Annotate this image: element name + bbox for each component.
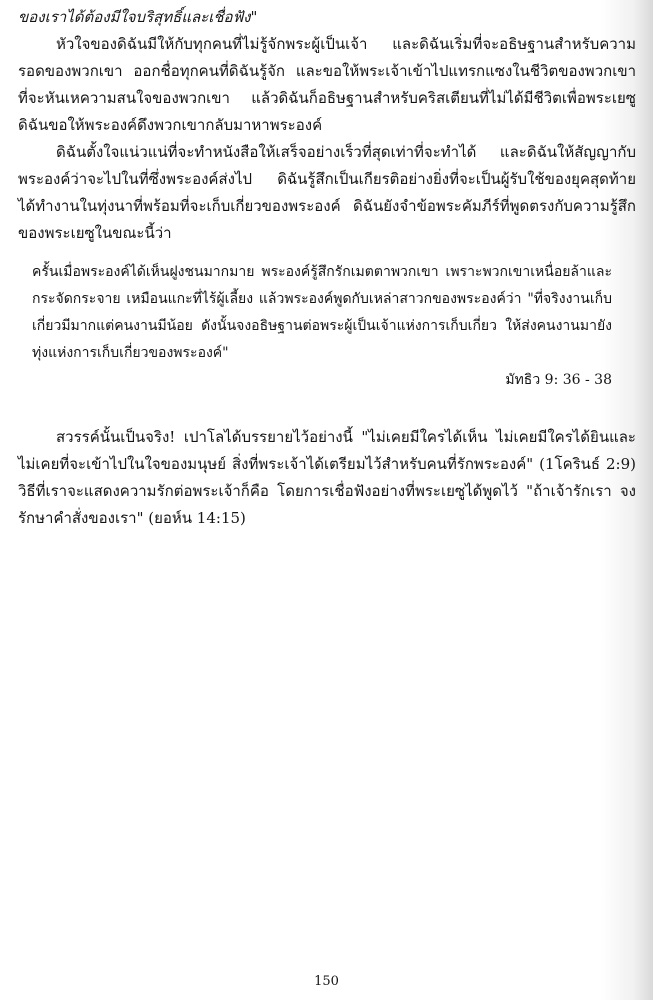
- paragraph-heart-for-unbelievers: หัวใจของดิฉันมีให้กับทุกคนที่ไม่รู้จักพระผู้เป็นเจ้า และดิฉันเริ่มที่จะอธิษฐานสำหรับความรอดของพวกเขา ออกชื่อทุกคนที่ดิฉันรู้จัก และขอให้พระเจ้าเข้าไปแทรกแซงในชีวิตของพวกเขา ที่จะหันเหความสนใจของพวกเขา แล้วดิฉันก็อธิษฐานสำหรับคริสเตียนที่ไม่ได้มีชีวิตเพื่อพระเยซู ดิฉันขอให้พระองค์ดึงพวกเขากลับมาหาพระองค์: [18, 35, 636, 134]
- page-number: 150: [314, 974, 339, 989]
- paragraph-commitment: ดิฉันตั้งใจแน่วแน่ที่จะทำหนังสือให้เสร็จอย่างเร็วที่สุดเท่าที่จะทำได้ และดิฉันให้สัญญากับพระองค์ว่าจะไปในที่ซึ่งพระองค์ส่งไป ดิฉันรู้สึกเป็นเกียรติอย่างยิ่งที่จะเป็นผู้รับใช้ของยุคสุดท้าย ได้ทำงานในทุ่งนาที่พร้อมที่จะเก็บเกี่ยวของพระองค์ ดิฉันยังจำข้อพระคัมภีร์ที่พูดตรงกับความรู้สึกของพระเยซูในขณะนี้ว่า: [18, 143, 636, 242]
- scripture-quote: ครั้นเมื่อพระองค์ได้เห็นฝูงชนมากมาย พระองค์รู้สึกรักเมตตาพวกเขา เพราะพวกเขาเหนื่อยล้าและกระจัดกระจาย เหมือนแกะที่ไร้ผู้เลี้ยง แล้วพระองค์พูดกับเหล่าสาวกของพระองค์ว่า "ที่จริงงานเก็บเกี่ยวมีมากแต่คนงานมีน้อย ดังนั้นจงอธิษฐานต่อพระผู้เป็นเจ้าแห่งการเก็บเกี่ยว ให้ส่งคนงานมายังทุ่งแห่งการเก็บเกี่ยวของพระองค์": [32, 264, 612, 361]
- page-content: [18, 4, 636, 532]
- continued-quote-line: ของเราได้ต้องมีใจบริสุทธิ์และเชื่อฟัง": [18, 8, 258, 26]
- scripture-reference: มัทธิว 9: 36 - 38: [505, 372, 612, 388]
- paragraph-heaven-is-real: สวรรค์นั้นเป็นจริง! เปาโลได้บรรยายไว้อย่างนี้ "ไม่เคยมีใครได้เห็น ไม่เคยมีใครได้ยินและไม่เคยที่จะเข้าไปในใจของมนุษย์ สิ่งที่พระเจ้าได้เตรียมไว้สำหรับคนที่รักพระองค์" (1โครินธ์ 2:9) วิธีที่เราจะแสดงความรักต่อพระเจ้าก็คือ โดยการเชื่อฟังอย่างที่พระเยซูได้พูดไว้ "ถ้าเจ้ารักเรา จงรักษาคำสั่งของเรา" (ยอห์น 14:15): [18, 428, 636, 527]
